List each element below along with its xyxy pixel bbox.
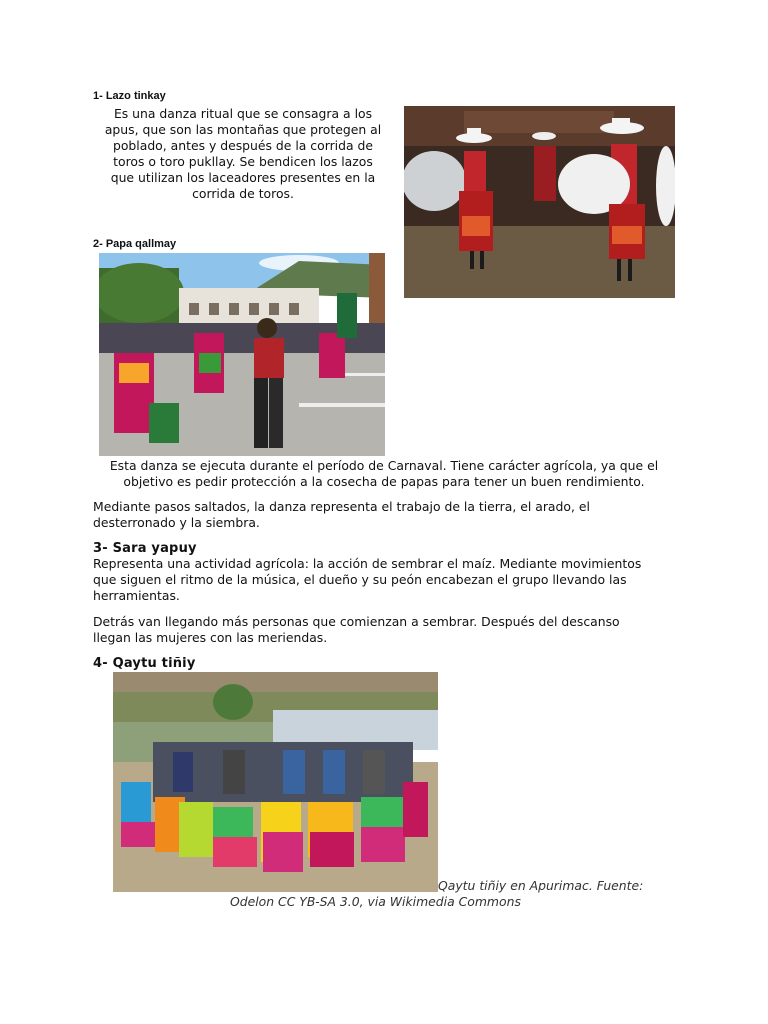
- text-line: Representa una actividad agrícola: la acción de sembrar el maíz. Mediante movimientos: [93, 556, 642, 571]
- text-line: corrida de toros.: [192, 186, 294, 201]
- section-3-heading: 3- Sara yapuy: [93, 541, 197, 556]
- section-3-text1: [93, 556, 683, 604]
- text-line: Detrás van llegando más personas que comienzan a sembrar. Después del descanso: [93, 614, 620, 629]
- section-3-text2: [93, 614, 683, 646]
- photo-caption-line2: Odelon CC YB-SA 3.0, via Wikimedia Commons: [230, 894, 521, 909]
- text-line: desterronado y la siembra.: [93, 515, 260, 530]
- lazo-tinkay-photo: [404, 106, 675, 298]
- section-1-text: [93, 106, 393, 202]
- text-line: Es una danza ritual que se consagra a los: [113, 106, 373, 121]
- section-2-text2: [93, 499, 683, 531]
- text-line: que utilizan los laceadores presentes en la: [110, 170, 376, 185]
- text-line: Esta danza se ejecuta durante el período de Carnaval. Tiene carácter agrícola, ya que el: [109, 458, 659, 473]
- text-line: herramientas.: [93, 588, 180, 603]
- section-1-heading: 1- Lazo tinkay: [93, 90, 166, 102]
- text-line: apus, que son las montañas que protegen al: [104, 122, 382, 137]
- section-4-heading: 4- Qaytu tiñiy: [93, 656, 196, 671]
- qaytu-tiniy-photo: [113, 672, 438, 892]
- text-line: poblado, antes y después de la corrida de: [112, 138, 374, 153]
- papa-qallmay-photo: [99, 253, 385, 456]
- text-line: que siguen el ritmo de la música, el dueño y su peón encabezan el grupo llevando las: [93, 572, 627, 587]
- text-line: Mediante pasos saltados, la danza representa el trabajo de la tierra, el arado, el: [93, 499, 590, 514]
- photo-caption-line1: Qaytu tiñiy en Apurimac. Fuente:: [438, 878, 644, 893]
- section-2-heading: 2- Papa qallmay: [93, 238, 177, 250]
- text-line: toros o toro pukllay. Se bendicen los lazos: [113, 154, 373, 169]
- text-line: objetivo es pedir protección a la cosecha de papas para tener un buen rendimiento.: [123, 474, 645, 489]
- section-2-text1: [90, 458, 678, 490]
- text-line: llegan las mujeres con las meriendas.: [93, 630, 328, 645]
